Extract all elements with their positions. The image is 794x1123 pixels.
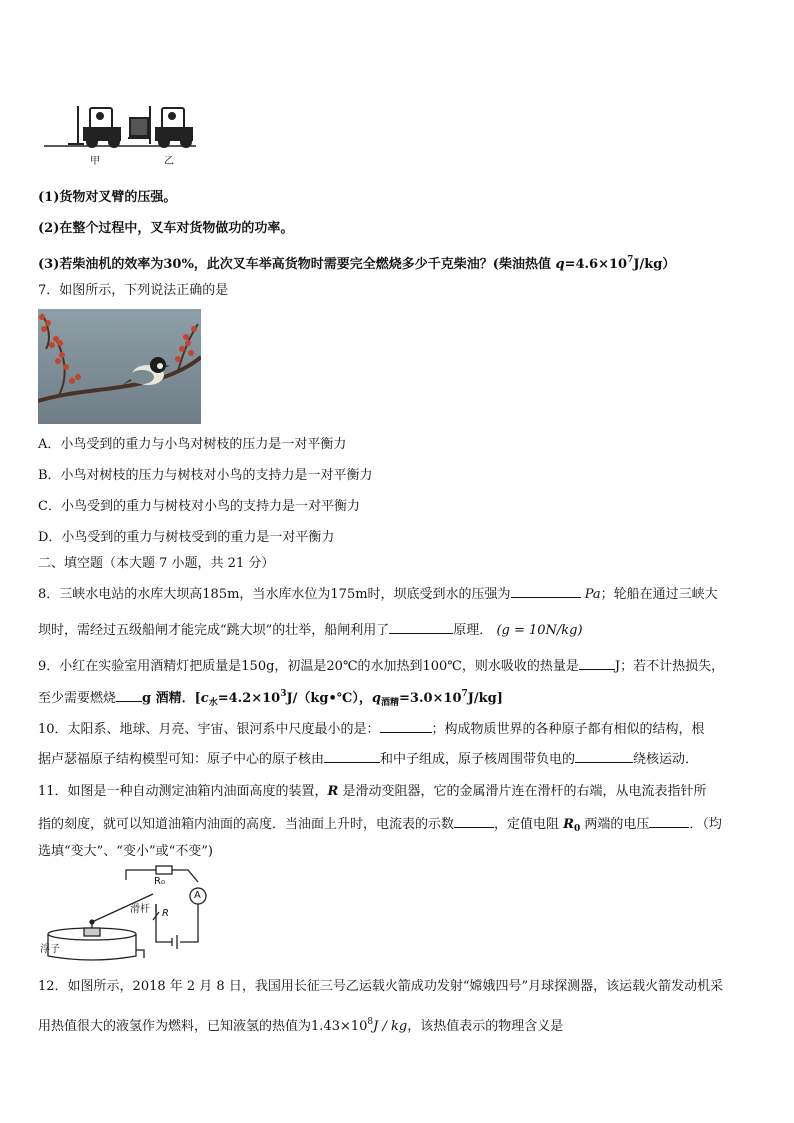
bird-photo	[38, 309, 201, 424]
forklift-a	[68, 106, 120, 147]
q11-line3: 选填“变大”、“变小”或“不变”)	[38, 844, 213, 859]
q8-blank2	[389, 619, 453, 634]
q7-option-a: A．小鸟受到的重力与小鸟对树枝的压力是一对平衡力	[38, 437, 347, 452]
q8-line1: 8．三峡水电站的水库大坝高185m，当水库水位为175m时，坝底受到水的压强为 Pa；轮船在通过三峡大	[38, 583, 718, 604]
q10-blank1	[380, 718, 432, 733]
q9-line2: 至少需要燃烧 g 酒精．[$c_水=4.2\times 10^3J/(kg•℃)$，$q_{酒精}=3.0\times 10^7J/kg$]	[38, 689, 503, 708]
q7-option-c: C．小鸟受到的重力与树枝对小鸟的支持力是一对平衡力	[38, 499, 360, 514]
fig-huagan-label: 滑杆	[130, 904, 150, 915]
fig-ammeter-label: A	[194, 890, 201, 901]
forklift-figure	[40, 100, 200, 170]
q7-option-d: D．小鸟受到的重力与树枝受到的重力是一对平衡力	[38, 530, 335, 545]
q10-blank2	[324, 748, 380, 763]
q9-blank2	[116, 687, 142, 702]
forklift-label-a: 甲	[90, 156, 100, 167]
q12-line1: 12．如图所示，2018 年 2 月 8 日，我国用长征三号乙运载火箭成功发射“嫦娥四号”月球探测器，该运载火箭发动机采	[38, 979, 724, 994]
q6-part2: (2)在整个过程中，叉车对货物做功的功率。	[38, 221, 294, 236]
forklift-b	[128, 106, 192, 147]
q8-blank1	[511, 583, 581, 598]
q6-part1: (1)货物对叉臂的压强。	[38, 190, 177, 205]
q7-stem: 7．如图所示，下列说法正确的是	[38, 283, 229, 298]
q9-line1: 9．小红在实验室用酒精灯把质量是150g，初温是20℃的水加热到100℃，则水吸收的热量是 J；若不计热损失，	[38, 655, 724, 676]
oil-gauge-figure	[38, 864, 218, 964]
q11-blank2	[649, 813, 689, 828]
forklift-illustration	[40, 100, 200, 170]
q6-part3: (3)若柴油机的效率为30%，此次叉车举高货物时需要完全燃烧多少千克柴油？(柴油热值 $q=4.6\times 10^7J/kg$）	[38, 255, 676, 272]
q11-line1: 11．如图是一种自动测定油箱内油面高度的装置，R 是滑动变阻器，它的金属滑片连在滑杆的右端，从电流表指针所	[38, 784, 707, 799]
oil-gauge-circuit-diagram	[38, 864, 218, 964]
fig-fuzi-label: 浮子	[40, 944, 60, 955]
forklift-label-b: 乙	[164, 156, 174, 167]
q12-line2: 用热值很大的液氢作为燃料，已知液氢的热值为$1.43\times 10^8J$ / kg，该热值表示的物理含义是	[38, 1017, 564, 1034]
q11-line2: 指的刻度，就可以知道油箱内油面的高度．当油面上升时，电流表的示数 ，定值电阻 $R_0$ 两端的电压 ．（均	[38, 813, 722, 838]
q7-option-b: B．小鸟对树枝的压力与树枝对小鸟的支持力是一对平衡力	[38, 468, 373, 483]
section-heading: 二、填空题（本大题 7 小题，共 21 分）	[38, 556, 275, 571]
fig-r0-label: R₀	[154, 876, 165, 887]
q10-line1: 10．太阳系、地球、月亮、宇宙、银河系中尺度最小的是： ；构成物质世界的各种原子都有相似的结构，根	[38, 718, 705, 739]
q8-line2: 坝时，需经过五级船闸才能完成“跳大坝”的壮举，船闸利用了 原理． (g = 10N/kg)	[38, 619, 583, 640]
q10-blank3	[575, 748, 633, 763]
q9-blank1	[579, 655, 615, 670]
q11-blank1	[454, 813, 494, 828]
bird-on-branch-image	[38, 309, 201, 424]
fig-r-label: R	[162, 908, 169, 919]
q10-line2: 据卢瑟福原子结构模型可知：原子中心的原子核由 和中子组成，原子核周围带负电的 绕核运动．	[38, 748, 698, 769]
